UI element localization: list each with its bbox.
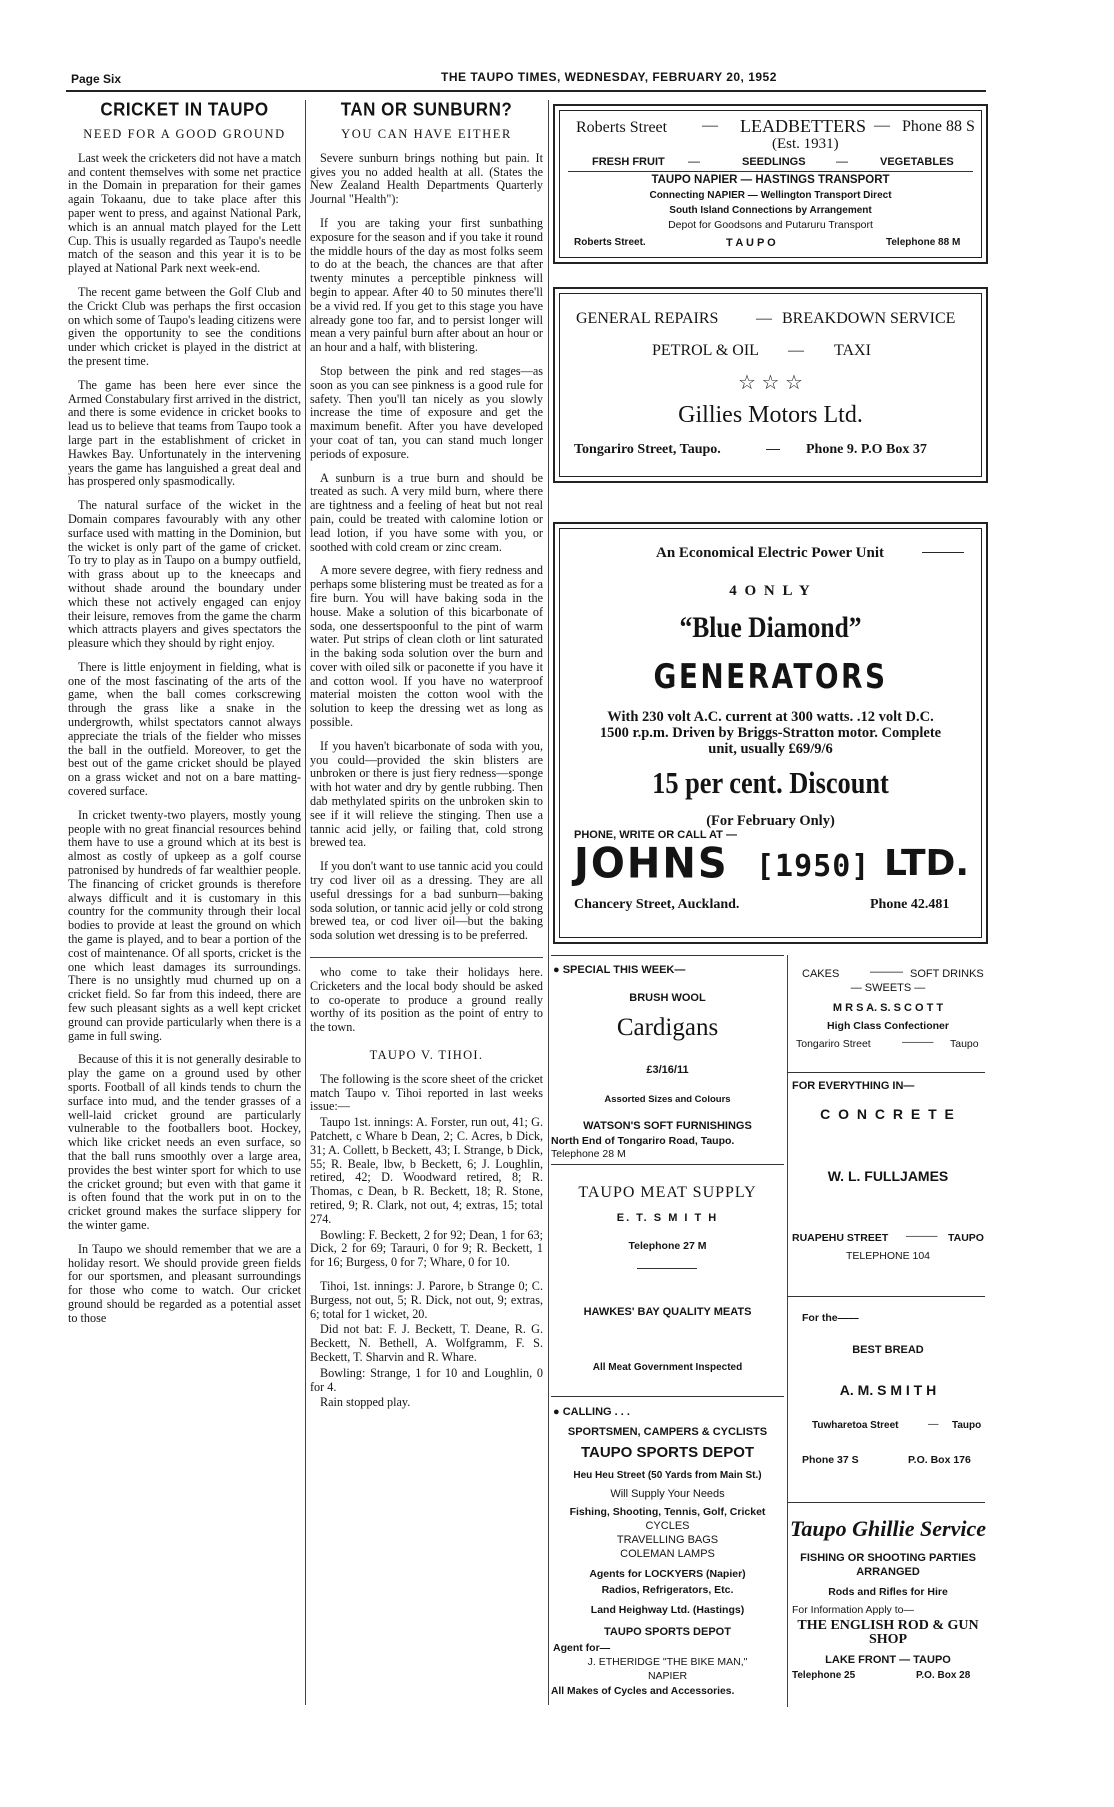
dash: — bbox=[688, 154, 700, 168]
sunburn-paragraph: A sunburn is a true burn and should be treated as such. A very mild burn, where there are tightness and a feeling of heat but not real pain, could be treated with calomine lotion or lead lotion, if you have some with you, or soothed with cold cream or zinc cream. bbox=[310, 470, 543, 554]
makes: All Makes of Cycles and Accessories. bbox=[551, 1686, 735, 1697]
sports-who: SPORTSMEN, CAMPERS & CYCLISTS bbox=[567, 1426, 768, 1438]
smith-box: P.O. Box 176 bbox=[908, 1454, 971, 1466]
sunburn-paragraph: Stop between the pink and red stages—as soon as you can see pinkness is a good rule for safety. Then you'll tan nicely as you slowly increase the time of exposure and get the maximum benefit. After you have developed your coat of tan, you can stand much longer periods of exposure. bbox=[310, 363, 543, 461]
ghillie-ad bbox=[790, 1504, 986, 1704]
leadbetters-name: LEADBETTERS bbox=[740, 116, 866, 136]
cycles: CYCLES bbox=[645, 1520, 690, 1532]
sports-address: Heu Heu Street (50 Yards from Main St.) bbox=[573, 1470, 762, 1481]
johns-address: Chancery Street, Auckland. bbox=[574, 897, 740, 912]
box-rule bbox=[787, 1502, 985, 1503]
ad-rule bbox=[568, 171, 973, 172]
sunburn-paragraph: If you are taking your first sunbathing exposure for the season and if you take it round the middle hours of the day as most folks seem to do at the beach, the chances are that after twenty minutes a perceptible pinkness will begin to appear. After 40 to 50 minutes there'll be a vivid red. If you get to this stage you have already gone too far, and to persist longer will mean a very painful burn after about an hour or an hour and a half, with blistering. bbox=[310, 215, 543, 355]
watsons-address: North End of Tongariro Road, Taupo. bbox=[551, 1135, 735, 1147]
sunburn-article bbox=[310, 100, 543, 1705]
cricket-paragraph: The game has been here ever since the Armed Constabulary first arrived in the district, and there is some evidence in cricket books to lead us to believe that teams from Taupo took a large part in the establishment of cricket in Hawkes Bay. Unfortunately in the intervening years the game has languished a great deal and has prospered only spasmodically. bbox=[68, 377, 301, 489]
cricket-paragraph: In cricket twenty-two players, mostly young people with no great financial resources behind them have to use a ground which at its best is almost as costly of upkeep as a golf course patronised by hundreds of far wealthier people. The financing of cricket grounds is therefore always difficult and it is customary in this country for the community through their local bodies to provide at least the ground on which the game is played, and to bear a portion of the cost of maintenance. Of all sports, cricket is the one which least damages its surroundings. There is no unsightly mud churned up on a cricket field. So far from this indeed, there are few such pleasant sights as a well kept cricket ground can provide particularly when there is a game in full swing. bbox=[68, 807, 301, 1043]
february-only: (For February Only) bbox=[706, 813, 835, 829]
rods-rifles: Rods and Rifles for Hire bbox=[828, 1586, 948, 1598]
box-rule bbox=[551, 1396, 784, 1397]
leadbetters-phone: Phone 88 S bbox=[902, 118, 975, 135]
cricket-continuation: who come to take their holidays here. Cricketers and the local body should be asked to co-operate to produce a ground really worthy of its position as the point of entry to the town. bbox=[310, 965, 543, 1035]
radios: Radios, Refrigerators, Etc. bbox=[601, 1584, 734, 1596]
cricket-paragraph: There is little enjoyment in fielding, what is one of the most fascinating of the arts of the game, when the ball comes corkscrewing through the grass like a snake in the undergrowth, whilst spectators cannot always appreciate the trials of the fielder who misses the ball in the outfield. Moreover, to get the best out of the game cricket should be played on a grass wicket and not on a bare matting-covered surface. bbox=[68, 659, 301, 799]
dash: ——— bbox=[902, 1036, 934, 1048]
cakes: CAKES bbox=[802, 968, 840, 980]
leadbetters-est: (Est. 1931) bbox=[772, 136, 839, 152]
coleman-lamps: COLEMAN LAMPS bbox=[620, 1548, 715, 1560]
petrol-oil: PETROL & OIL bbox=[652, 342, 759, 359]
smith-ad bbox=[790, 1298, 986, 1478]
price: £3/16/11 bbox=[646, 1064, 689, 1076]
dash: ——— bbox=[870, 966, 903, 978]
agent-for: Agent for— bbox=[553, 1642, 611, 1654]
foot-town: T A U P O bbox=[726, 237, 776, 249]
taxi: TAXI bbox=[834, 342, 871, 359]
page-header bbox=[71, 70, 986, 88]
ghillie-name: Taupo Ghillie Service bbox=[790, 1516, 986, 1541]
johns-line1: An Economical Electric Power Unit bbox=[656, 545, 885, 561]
sports-ad bbox=[551, 1400, 784, 1705]
best-bread: BEST BREAD bbox=[852, 1344, 924, 1356]
calling-label: CALLING . . . bbox=[562, 1406, 630, 1418]
leadbetters-ad bbox=[553, 104, 988, 264]
four-only: 4 O N L Y bbox=[729, 583, 812, 599]
watsons-ad bbox=[551, 960, 784, 1160]
breakdown-service: BREAKDOWN SERVICE bbox=[782, 310, 956, 327]
dash: — bbox=[702, 117, 718, 134]
fresh-fruit: FRESH FRUIT bbox=[592, 156, 665, 168]
dash: — bbox=[874, 117, 890, 134]
section-rule bbox=[310, 957, 543, 958]
ghillie-tel: Telephone 25 bbox=[792, 1670, 856, 1681]
meat-tel: Telephone 27 M bbox=[628, 1240, 707, 1252]
for-the: For the—— bbox=[802, 1312, 859, 1324]
connect-line: Connecting NAPIER — Wellington Transport Direct bbox=[649, 190, 892, 201]
dash: — bbox=[766, 440, 780, 456]
depot-line: Depot for Goodsons and Putaruru Transport bbox=[668, 219, 873, 231]
phone-write-call: PHONE, WRITE OR CALL AT — bbox=[574, 829, 737, 841]
cardigans: Cardigans bbox=[616, 1014, 719, 1041]
hawkes-bay: HAWKES' BAY QUALITY MEATS bbox=[583, 1306, 752, 1318]
box-rule bbox=[787, 1072, 985, 1073]
scores-paragraph: Bowling: Strange, 1 for 10 and Loughlin, 0 for 4. bbox=[310, 1365, 543, 1394]
scores-paragraph: Did not bat: F. J. Beckett, T. Deane, R. G. Beckett, N. Bethell, A. Wolfgramm, F. S. Beckett, T. Sharvin and R. Whare. bbox=[310, 1322, 543, 1364]
information: For Information Apply to— bbox=[792, 1604, 914, 1616]
blue-diamond: “Blue Diamond” bbox=[679, 611, 862, 644]
cricket-paragraph: The recent game between the Golf Club and the Crickt Club was perhaps the first occasion on which some of Taupo's leading citizens were given the opportunity to see the conditions under which cricket is played in the district at the present time. bbox=[68, 284, 301, 368]
land-heighway: Land Heighway Ltd. (Hastings) bbox=[590, 1604, 745, 1616]
cricket-paragraph: Last week the cricketers did not have a match and content themselves with some net practice in the Domain in preparation for their games again Tokaanu, due to take place after this paper went to press, and against National Park, which is an annual match played for the Lett Cup. This is usually regarded as Taupo's needle match of the season and this year it is to be played at National Park next week-end. bbox=[68, 150, 301, 276]
column-rule bbox=[548, 100, 549, 1705]
johns-ad bbox=[553, 522, 988, 944]
box-rule bbox=[787, 1296, 985, 1297]
header-rule bbox=[66, 90, 986, 92]
sunburn-subtitle: YOU CAN HAVE EITHER bbox=[341, 126, 512, 141]
gillies-name: Gillies Motors Ltd. bbox=[678, 402, 863, 428]
dash: — bbox=[836, 154, 848, 168]
cricket-title: CRICKET IN TAUPO bbox=[100, 100, 269, 120]
gillies-phone: Phone 9. P.O Box 37 bbox=[806, 442, 927, 457]
foot-phone: Telephone 88 M bbox=[886, 237, 961, 248]
concrete-ad bbox=[790, 1074, 986, 1284]
meat-name: E. T. S M I T H bbox=[616, 1212, 719, 1224]
calling: ● CALLING . . . bbox=[553, 1406, 630, 1418]
dash: — bbox=[756, 310, 772, 327]
sunburn-paragraph: A more severe degree, with fiery redness and perhaps some blistering must be treated as for a fire burn. You will have baking soda in the house. Make a solution of this bicarbonate of soda, one dessertspoonful to the pint of warm water. Put strips of clean cloth or lint saturated in the baking soda solution over the burn and cover with oiled silk or paconette if you have it and cotton wool. If you have no waterproof material moisten the cotton wool with the solution to keep the dressing wet as long as possible. bbox=[310, 563, 543, 730]
gillies-ad bbox=[553, 287, 988, 483]
scores-paragraph: The following is the score sheet of the cricket match Taupo v. Tihoi reported in last weeks issue:— bbox=[310, 1071, 543, 1114]
napier: NAPIER bbox=[647, 1670, 688, 1682]
telephone-104: TELEPHONE 104 bbox=[845, 1250, 931, 1262]
meat-ad bbox=[551, 1168, 784, 1388]
spec-line-1: With 230 volt A.C. current at 300 watts. .12 volt D.C. bbox=[607, 709, 934, 725]
scores-paragraph: Bowling: F. Beckett, 2 for 92; Dean, 1 for 63; Dick, 2 for 69; Tarauri, 0 for 9; R. Beckett, 1 for 16; Burgess, 0 for 7; Whare, 0 for 10. bbox=[310, 1227, 543, 1270]
page-number: Page Six bbox=[71, 72, 122, 86]
etheridge: J. ETHERIDGE "THE BIKE MAN," bbox=[587, 1656, 748, 1668]
short-rule bbox=[637, 1268, 697, 1269]
sunburn-paragraph: Severe sunburn brings nothing but pain. It gives you no added health at all. (States the New Zealand Health Departments Quarterly Journal "Health"): bbox=[310, 150, 543, 207]
assorted-sizes: Assorted Sizes and Colours bbox=[604, 1094, 731, 1105]
ad-border bbox=[559, 293, 982, 477]
cricket-paragraph: The natural surface of the wicket in the Domain compares favourably with any other surface used with matting in the Dominion, but the wicket is only part of the game of cricket. To try to play as in Taupo on a bumpy outfield, with grass about up to the kneecaps and without shade around the boundary under which these not actively engaged can enjoy their leisure, removes from the game the charm which attracts players and gives spectators the pleasure which they should by right enjoy. bbox=[68, 498, 301, 651]
leadbetters-street: Roberts Street bbox=[576, 119, 668, 136]
ad-border bbox=[559, 110, 982, 258]
general-repairs: GENERAL REPAIRS bbox=[576, 310, 719, 327]
johns-ltd: LTD. bbox=[884, 843, 970, 884]
sweets: — SWEETS — bbox=[850, 982, 926, 994]
foot-street: Roberts Street. bbox=[574, 237, 646, 248]
cricket-paragraph: In Taupo we should remember that we are a holiday resort. We should provide green fields for our sportsmen, and pleasant surroundings for those who come to watch. Our cricket ground should be regarded as a potential asset to those bbox=[68, 1241, 301, 1325]
watsons-name: WATSON'S SOFT FURNISHINGS bbox=[583, 1120, 752, 1132]
am-smith: A. M. S M I T H bbox=[839, 1382, 937, 1398]
johns-phone: Phone 42.481 bbox=[870, 897, 950, 912]
agents: Agents for LOCKYERS (Napier) bbox=[589, 1568, 746, 1580]
dash: ——— bbox=[922, 543, 964, 559]
johns-year: [1950] bbox=[756, 849, 871, 884]
sports-needs: Will Supply Your Needs bbox=[610, 1488, 725, 1500]
dash: — bbox=[788, 342, 804, 359]
ad-border bbox=[559, 528, 982, 938]
watsons-tel: Telephone 28 M bbox=[551, 1148, 626, 1160]
cricket-subtitle: NEED FOR A GOOD GROUND bbox=[83, 126, 286, 141]
smith-phone: Phone 37 S bbox=[802, 1454, 859, 1466]
scott-town: Taupo bbox=[950, 1038, 979, 1050]
sunburn-paragraph: If you haven't bicarbonate of soda with you, you could—provided the skin blisters are unbroken or there is just fiery redness—sponge with hot water and dry by gentle rubbing. Then dab methylated spirits on the unbroken skin to see if it will relieve the stinging. Then use a tannic acid jelly, or failing that, cold strong brewed tea. bbox=[310, 738, 543, 850]
scores-paragraph: Rain stopped play. bbox=[320, 1395, 411, 1410]
sunburn-paragraph: If you don't want to use tannic acid you could try cod liver oil as a dressing. They are all useful dressings for a bad sunburn—baking soda solution, or tannic acid jelly or cold strong brewed tea, or cod liver oil—but the baking soda solution wet dressing is to be preferred. bbox=[310, 859, 543, 943]
shop: SHOP bbox=[868, 1632, 908, 1647]
meat-title: TAUPO MEAT SUPPLY bbox=[578, 1184, 757, 1201]
seedlings: SEEDLINGS bbox=[742, 156, 806, 168]
soft-drinks: SOFT DRINKS bbox=[910, 968, 984, 980]
scores-paragraph: Tihoi, 1st. innings: J. Parore, b Strange 0; C. Burgess, not out, 5; R. Dick, not out, 9; extras, 6; total for 1 wicket, 20. bbox=[310, 1278, 543, 1321]
generators: GENERATORS bbox=[653, 657, 888, 697]
vegetables: VEGETABLES bbox=[880, 156, 954, 168]
scores-paragraph: Taupo 1st. innings: A. Forster, run out, 41; G. Patchett, c Whare b Dean, 2; C. Acres, b Dick, 31; A. Collett, b Beckett, 43; I. Strange, b Dick, 55; R. Beale, lbw, b Beckett, 6; J. Loughlin, retired, 42; D. Woodward retired, 8; R. Thomas, c Dean, b R. Beckett, 18; R. Stone, retired, 9; R. Clark, not out, 4; extras, 15; total 274. bbox=[310, 1115, 543, 1226]
sports-depot: TAUPO SPORTS DEPOT bbox=[604, 1626, 731, 1638]
column-rule bbox=[305, 100, 306, 1705]
dash: — bbox=[928, 1418, 939, 1430]
cricket-article bbox=[68, 100, 301, 1705]
johns-logo: JOHNS bbox=[574, 839, 729, 889]
star-icons: ☆ ☆ ☆ bbox=[738, 372, 803, 394]
brush-wool: BRUSH WOOL bbox=[629, 992, 706, 1004]
ruapehu-street: RUAPEHU STREET bbox=[792, 1232, 889, 1244]
scores-title: TAUPO V. TIHOI. bbox=[369, 1048, 484, 1063]
concrete-heading: C O N C R E T E bbox=[820, 1106, 956, 1122]
fishing-parties: FISHING OR SHOOTING PARTIES bbox=[800, 1552, 976, 1564]
tuwharetoa-street: Tuwharetoa Street bbox=[812, 1420, 899, 1431]
special-this-week: ● SPECIAL THIS WEEK— bbox=[553, 964, 686, 976]
special-label: SPECIAL THIS WEEK— bbox=[562, 964, 686, 976]
smith-town: Taupo bbox=[952, 1420, 982, 1431]
ghillie-box: P.O. Box 28 bbox=[916, 1670, 971, 1681]
box-rule bbox=[551, 1164, 784, 1165]
sports-list: Fishing, Shooting, Tennis, Golf, Cricket bbox=[569, 1506, 766, 1518]
sports-title: TAUPO SPORTS DEPOT bbox=[580, 1444, 755, 1461]
confectioner: High Class Confectioner bbox=[827, 1020, 949, 1032]
lake-front: LAKE FRONT — TAUPO bbox=[825, 1654, 951, 1666]
cricket-paragraph: Because of this it is not generally desirable to play the game on a ground used by other sports. Football of all kinds tends to churn the surface into mud, and the tender grasses of a well-laid cricket ground are particularly vulnerable to the footballers boot. Hockey, which like cricket needs an even surface, so that the ball runs smoothly over a large area, provides the best winter sport for which to use the cricket ground; but even with that game it is often found that the work put in on to the cricket ground makes the surface slippery for the winter game. bbox=[68, 1052, 301, 1232]
discount: 15 per cent. Discount bbox=[652, 765, 889, 800]
spec-line-3: unit, usually £69/9/6 bbox=[708, 741, 833, 757]
fulljames: W. L. FULLJAMES bbox=[827, 1168, 949, 1184]
scott-ad bbox=[790, 960, 986, 1080]
dash: ——— bbox=[906, 1230, 938, 1242]
rod-gun-shop: THE ENGLISH ROD & GUN bbox=[797, 1618, 979, 1633]
sunburn-title: TAN OR SUNBURN? bbox=[340, 100, 513, 120]
scott-name: M R S A. S. S C O T T bbox=[832, 1002, 944, 1014]
spec-line-2: 1500 r.p.m. Driven by Briggs-Stratton motor. Complete bbox=[599, 725, 942, 741]
south-line: South Island Connections by Arrangement bbox=[669, 205, 872, 216]
scott-street: Tongariro Street bbox=[796, 1038, 871, 1050]
box-rule bbox=[551, 955, 784, 956]
column-rule bbox=[787, 955, 788, 1707]
concrete-town: TAUPO bbox=[948, 1232, 984, 1244]
for-everything: FOR EVERYTHING IN— bbox=[792, 1080, 915, 1092]
transport-line: TAUPO NAPIER — HASTINGS TRANSPORT bbox=[651, 174, 890, 186]
travelling-bags: TRAVELLING BAGS bbox=[616, 1534, 719, 1546]
inspected: All Meat Government Inspected bbox=[592, 1362, 743, 1373]
masthead: THE TAUPO TIMES, WEDNESDAY, FEBRUARY 20, 1952 bbox=[441, 70, 777, 84]
arranged: ARRANGED bbox=[856, 1566, 920, 1578]
gillies-address: Tongariro Street, Taupo. bbox=[574, 442, 721, 457]
